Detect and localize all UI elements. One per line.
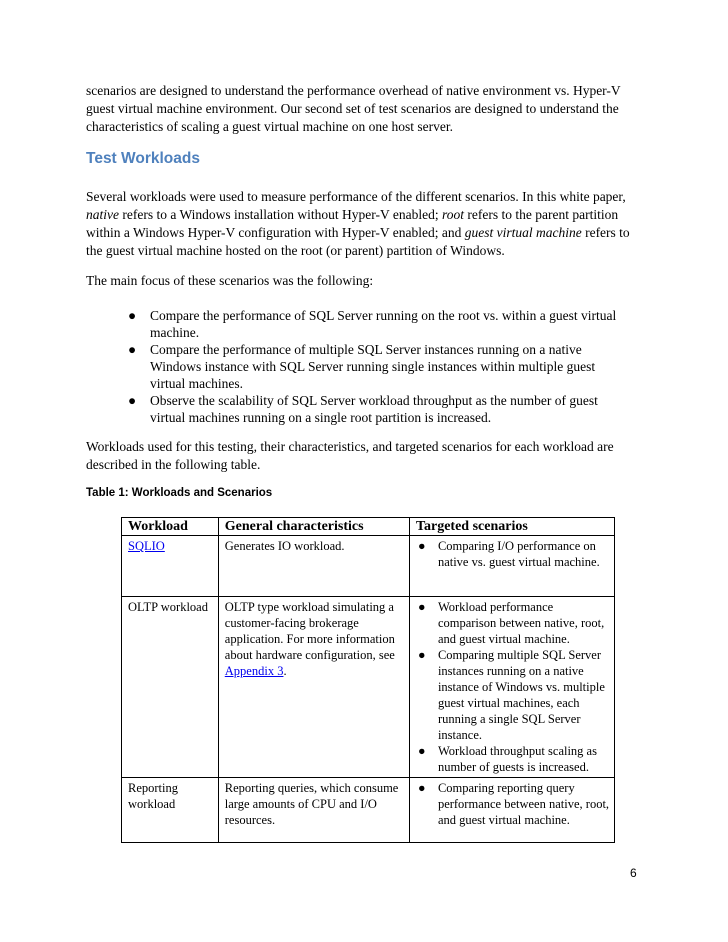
bullet-icon: ●	[417, 744, 426, 758]
header-workload: Workload	[122, 518, 219, 536]
list-item	[0, 392, 620, 426]
table-row	[122, 778, 615, 843]
focus-list	[0, 307, 728, 426]
page-number: 6	[630, 866, 637, 880]
intro-paragraph: scenarios are designed to understand the performance overhead of native environment vs. Hyper-V guest virtual machine environment. Our second set of test scenarios are designed to understand the characteristics of scaling a guest virtual machine on one host server.	[86, 83, 621, 134]
scenarios-cell	[409, 536, 614, 597]
list-item	[416, 780, 610, 828]
scenario-list	[416, 780, 610, 828]
focus-intro: The main focus of these scenarios was the following:	[86, 273, 374, 288]
term-native: native	[86, 207, 119, 222]
scenario-text: Workload throughput scaling as number of guests is increased.	[437, 744, 597, 774]
scenarios-cell	[409, 597, 614, 778]
scenarios-cell	[409, 778, 614, 843]
characteristics-cell: Reporting queries, which consume large amounts of CPU and I/O resources.	[218, 778, 409, 843]
workload-cell	[122, 536, 219, 597]
characteristics-cell: Generates IO workload.	[218, 536, 409, 597]
bullet-icon: ●	[417, 600, 426, 614]
list-item	[0, 307, 620, 341]
sqlio-link[interactable]: SQLIO	[128, 539, 165, 553]
workloads-table	[121, 517, 615, 843]
definitions-text-d: refers to the guest virtual machine hosted on the root (or parent) partition of Windows.	[86, 225, 630, 258]
definitions-text-b: refers to a Windows installation without Hyper-V enabled;	[119, 207, 442, 222]
term-root: root	[442, 207, 465, 222]
section-heading: Test Workloads	[86, 150, 200, 167]
table-row	[122, 536, 615, 597]
scenario-text: Workload performance comparison between native, root, and guest virtual machine.	[437, 600, 605, 646]
definitions-text-c: refers to the parent partition within a Windows Hyper-V configuration with Hyper-V enabled; and	[86, 207, 619, 240]
appendix-3-link[interactable]: Appendix 3	[224, 664, 284, 678]
term-guest-virtual-machine: guest virtual machine	[464, 225, 582, 240]
list-item-text: Compare the performance of multiple SQL Server instances running on a native Windows instance with SQL Server running single instances within multiple guest virtual machines.	[150, 342, 596, 391]
scenario-list	[416, 538, 610, 570]
list-item	[416, 743, 610, 775]
list-item	[416, 647, 610, 743]
list-item-text: Observe the scalability of SQL Server workload throughput as the number of guest virtual machines running on a single root partition is increased.	[150, 393, 598, 425]
bullet-icon: ●	[128, 393, 137, 408]
characteristics-text: OLTP type workload simulating a customer-facing brokerage application. For more information about hardware configuration, see	[224, 600, 395, 662]
list-item	[416, 538, 610, 570]
scenario-text: Comparing I/O performance on native vs. guest virtual machine.	[437, 539, 600, 569]
scenario-text: Comparing reporting query performance between native, root, and guest virtual machine.	[437, 781, 610, 827]
table-caption: Table 1: Workloads and Scenarios	[86, 487, 273, 499]
list-item	[0, 341, 620, 392]
scenario-list	[416, 599, 610, 775]
definitions-text-a: Several workloads were used to measure performance of the different scenarios. In this white paper,	[86, 189, 626, 204]
bullet-icon: ●	[417, 648, 426, 662]
workload-cell: OLTP workload	[122, 597, 219, 778]
bullet-icon: ●	[128, 308, 137, 323]
list-item	[416, 599, 610, 647]
definitions-paragraph	[86, 188, 646, 260]
bullet-icon: ●	[417, 539, 426, 553]
header-scenarios: Targeted scenarios	[409, 518, 614, 536]
table-intro-paragraph: Workloads used for this testing, their characteristics, and targeted scenarios for each workload are described in the following table.	[86, 439, 614, 472]
scenario-text: Comparing multiple SQL Server instances running on a native instance of Windows vs. multiple guest virtual machines, each running a single SQL Server instance.	[437, 648, 605, 742]
bullet-icon: ●	[417, 781, 426, 795]
bullet-icon: ●	[128, 342, 137, 357]
characteristics-cell	[218, 597, 409, 778]
table-row	[122, 597, 615, 778]
header-characteristics: General characteristics	[218, 518, 409, 536]
list-item-text: Compare the performance of SQL Server running on the root vs. within a guest virtual machine.	[150, 308, 617, 340]
characteristics-period: .	[283, 664, 287, 678]
workload-cell: Reporting workload	[122, 778, 219, 843]
table-header-row	[122, 518, 615, 536]
